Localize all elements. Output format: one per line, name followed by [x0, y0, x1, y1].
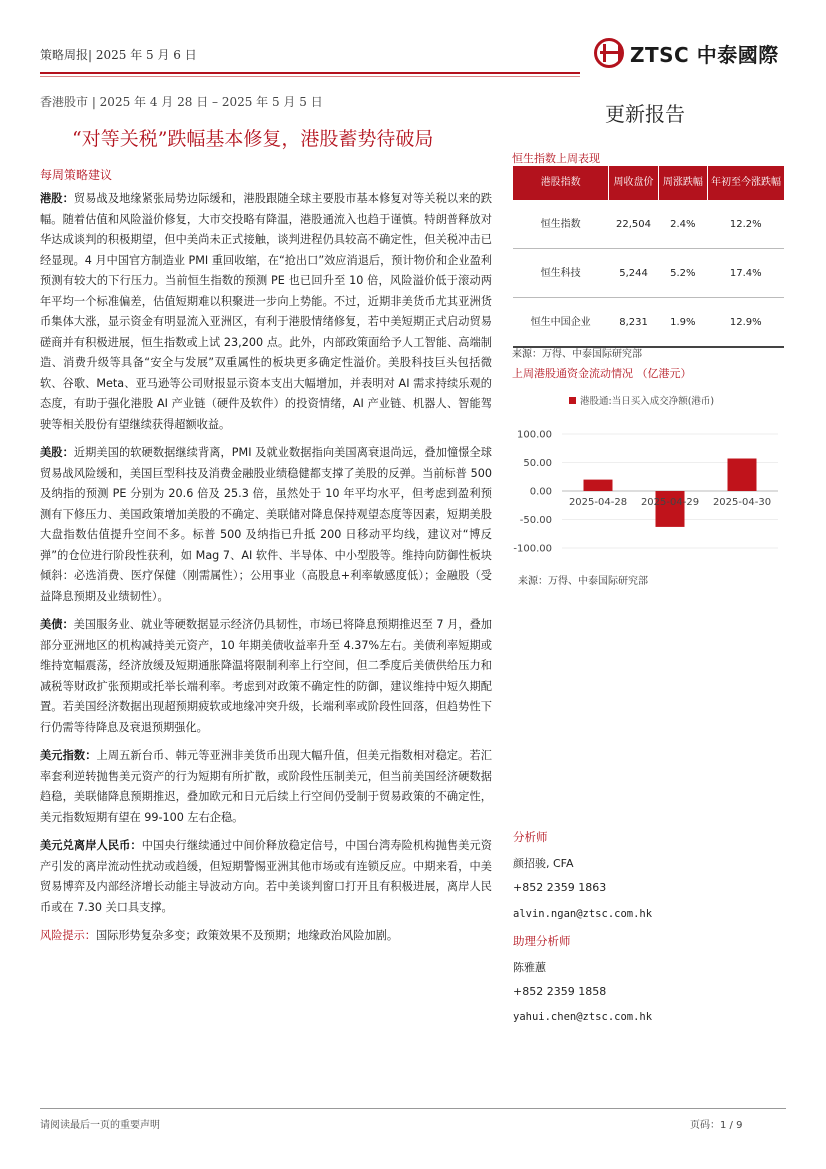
assistant-name: 陈雅蕙 [513, 961, 546, 974]
header-divider-thin [40, 76, 580, 77]
paragraph-text: 中国央行继续通过中间价释放稳定信号，中国台湾寿险机构抛售美元资产引发的离岸流动性扰动或趋缓，但短期警惕亚洲其他市场或有连锁反应。中期来看，中美贸易博弈及内部经济增长动能主导波动方向。若中美谈判窗口打开且有积极进展，离岸人民币或在 7.30 关口具支撑。 [40, 839, 492, 914]
paragraph-us-bonds [40, 615, 492, 738]
y-tick-label: 50.00 [523, 458, 552, 469]
fund-flow-chart [510, 384, 784, 566]
table-cell: 恒生科技 [513, 249, 609, 298]
paragraph-us-stocks [40, 443, 492, 607]
section-heading: 每周策略建议 [40, 168, 113, 182]
risk-label: 风险提示： [40, 929, 96, 942]
x-tick-label: 2025-04-29 [640, 497, 700, 508]
table-source: 来源：万得、中泰国际研究部 [512, 349, 642, 360]
y-tick-label: 0.00 [529, 486, 552, 498]
footer-disclaimer: 请阅读最后一页的重要声明 [40, 1120, 160, 1131]
chart-svg [510, 384, 784, 566]
table-cell: 5,244 [609, 249, 658, 298]
analyst-email[interactable]: alvin.ngan@ztsc.com.hk [513, 908, 653, 920]
table-header: 年初至今涨跌幅 [708, 166, 785, 200]
table-cell: 1.9% [658, 298, 707, 348]
table-cell: 恒生中国企业 [513, 298, 609, 348]
paragraph-label: 美元兑离岸人民币： [40, 839, 142, 852]
analyst-heading: 分析师 [513, 830, 548, 844]
table-header: 周涨跌幅 [658, 166, 707, 200]
table-header: 周收盘价 [609, 166, 658, 200]
bar-2025-04-30 [728, 459, 757, 491]
index-performance-table [512, 166, 784, 348]
assistant-analyst-heading: 助理分析师 [513, 934, 571, 948]
y-tick-label: 100.00 [517, 429, 552, 441]
paragraph-usd-cnh [40, 836, 492, 918]
risk-warning [40, 926, 492, 947]
x-tick-label: 2025-04-28 [568, 497, 628, 508]
table-cell: 2.4% [658, 200, 707, 249]
paragraph-text: 上周五新台币、韩元等亚洲非美货币出现大幅升值，但美元指数相对稳定。若汇率套利逆转抛售美元资产的行为短期有所扩散，或阶段性压制美元，但当前美国经济硬数据趋稳，美联储降息预期推迟，叠加欧元和日元后续上行空间仍受制于贸易政策的不确定性，美元指数短期有望在 99-100 左右企稳。 [40, 749, 492, 824]
report-header-date: 策略周报| 2025 年 5 月 6 日 [40, 48, 197, 62]
table-header-row [513, 166, 785, 200]
analyst-name: 颜招骏, CFA [513, 857, 574, 870]
index-table-title: 恒生指数上周表现 [512, 152, 600, 165]
paragraph-usd-index [40, 746, 492, 828]
chart-title: 上周港股通资金流动情况 （亿港元） [512, 367, 692, 380]
table-header: 港股指数 [513, 166, 609, 200]
risk-text: 国际形势复杂多变；政策效果不及预期；地缘政治风险加剧。 [95, 929, 399, 942]
bar-2025-04-28 [584, 480, 613, 491]
paragraph-label: 美元指数： [40, 749, 97, 762]
market-date-range: 香港股市 | 2025 年 4 月 28 日 – 2025 年 5 月 5 日 [40, 95, 323, 109]
y-tick-label: -100.00 [513, 543, 552, 555]
table-cell: 恒生指数 [513, 200, 609, 249]
table-row [513, 249, 785, 298]
chart-source: 来源：万得、中泰国际研究部 [518, 576, 648, 587]
legend-label: 港股通:当日买入成交净额(港币) [580, 396, 715, 407]
table-cell: 8,231 [609, 298, 658, 348]
paragraph-hk-stocks [40, 189, 492, 435]
paragraph-text: 美国服务业、就业等硬数据显示经济仍具韧性，市场已将降息预期推迟至 7 月，叠加部分亚洲地区的机构减持美元资产，10 年期美债收益率升至 4.37%左右。美债利率短期或维持宽幅震荡，经济放缓及短期通胀降温将限制利率上行空间，但二季度后美债供给压力和减税等财政扩张预期或托举长端利率。考虑到对政策不确定性的防御，建议维持中短久期配置。若美国经济数据出现超预期疲软或地缘冲突升级，长端利率或阶段性回落，但趋势性下行仍需等待降息及衰退预期强化。 [40, 618, 492, 734]
report-type-label: 更新报告 [605, 102, 685, 126]
logo-text: ZTSC 中泰國際 [630, 42, 779, 67]
analyst-phone: +852 2359 1863 [513, 881, 607, 894]
table-cell: 5.2% [658, 249, 707, 298]
paragraph-text: 贸易战及地缘紧张局势边际缓和，港股跟随全球主要股市基本修复对等关税以来的跌幅。随着估值和风险溢价修复，大市交投略有降温，港股通流入也趋于谨慎。特朗普释放对华达成谈判的积极期望，但中美尚未正式接触，谈判进程仍具较高不确定性，但关税冲击已经显现。4 月中国官方制造业 PMI 重回收缩，在“抢出口”效应消退后，预计物价和企业盈利预测有较大的下行压力。当前恒生指数的预测 PE 也已回升至 10 倍，风险溢价低于滚动两年平均一个标准偏差，估值短期难以积聚进一步向上势能。不过，近期非美货币尤其亚洲货币集体大涨，显示资金有明显流入亚洲区，有利于港股情绪修复，若中美短期正式启动贸易磋商并有积极进展，恒生指数或上试 23,200 点。此外，内部政策面给予人工智能、高端制造、消费升级等具备“安全与发展”双重属性的板块更多确定性溢价。美股科技巨头包括微软、谷歌、Meta、亚马逊等公司财报显示资本支出大幅增加，并表明对 AI 需求持续乐观的态度，有助于强化港股 AI 产业链（硬件及软件）的投资情绪，AI 产业链、机器人、智能驾驶等相关股份有望继续获得超额收益。 [40, 192, 492, 431]
table-cell: 12.9% [708, 298, 785, 348]
paragraph-text: 近期美国的软硬数据继续背离，PMI 及就业数据指向美国离衰退尚远，叠加憧憬全球贸易战风险缓和，美国巨型科技及消费金融股业绩稳健都支撑了美股的反弹。当前标普 500 及纳指的预测 PE 分别为 20.6 倍及 25.3 倍，虽然处于 10 年平均水平，但考虑到盈利预测有下修压力、美国政策增加美股的不确定、美联储对降息保持观望态度等因素，短期美股大盘指数估值提升空间不多。标普 500 及纳指已升抵 200 日移动平均线，建议对“博反弹”的仓位进行阶段性获利，如 Mag 7、AI 软件、半导体、中小型股等。维持向防御性板块倾斜：必选消费、医疗保健（刚需属性）；公用事业（高股息+利率敏感度低）；金融股（受益降息预期及业绩韧性）。 [40, 446, 492, 603]
footer-divider [40, 1108, 786, 1109]
ztsc-logo-icon [594, 38, 624, 68]
paragraph-label: 港股： [40, 192, 74, 205]
table-cell: 17.4% [708, 249, 785, 298]
legend-swatch [569, 397, 576, 404]
report-title: “对等关税”跌幅基本修复，港股蓄势待破局 [72, 128, 434, 150]
page-number: 页码：1 / 9 [690, 1120, 743, 1131]
header-divider [40, 72, 580, 74]
assistant-phone: +852 2359 1858 [513, 985, 607, 998]
y-tick-label: -50.00 [519, 515, 552, 526]
table-cell: 22,504 [609, 200, 658, 249]
table-row [513, 200, 785, 249]
table-cell: 12.2% [708, 200, 785, 249]
paragraph-label: 美债： [40, 618, 74, 631]
x-tick-label: 2025-04-30 [712, 497, 772, 508]
strategy-body [40, 189, 492, 955]
assistant-email[interactable]: yahui.chen@ztsc.com.hk [513, 1011, 653, 1023]
table-row [513, 298, 785, 348]
company-logo [594, 38, 779, 68]
paragraph-label: 美股： [40, 446, 74, 459]
